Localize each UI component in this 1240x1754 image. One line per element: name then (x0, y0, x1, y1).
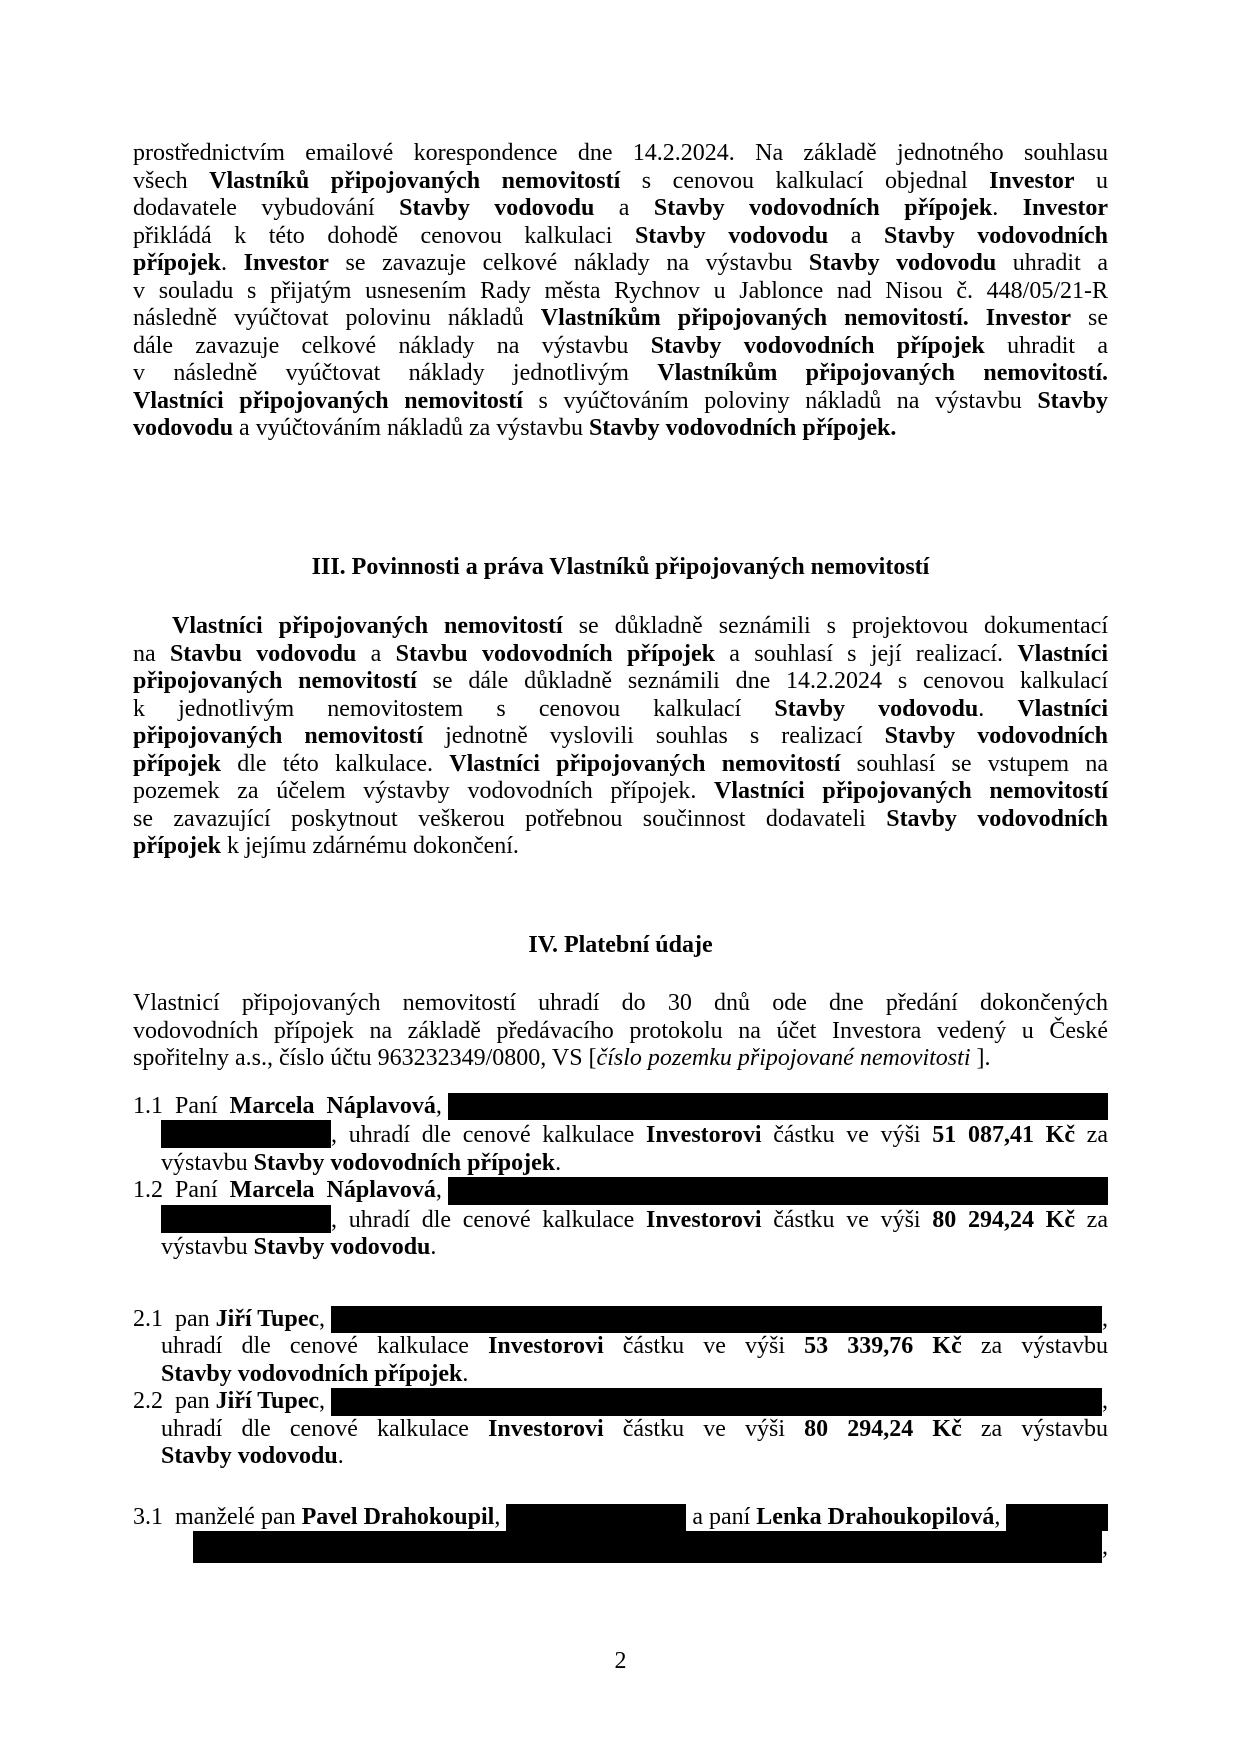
text-run: . (978, 695, 1018, 722)
text-line (133, 833, 1108, 861)
text-run: , (319, 1388, 332, 1414)
text-run: Investorovi (645, 1122, 762, 1148)
text-run: Marcela Náplavová (229, 1177, 436, 1203)
text-run: 3.1 manželé pan (133, 1503, 302, 1530)
redaction-bar (506, 1504, 686, 1532)
text-run: Jiří Tupec (215, 1388, 320, 1414)
text-run: přípojek (133, 250, 222, 276)
text-run: 80 294,24 Kč (804, 1415, 962, 1442)
text-run: . (221, 250, 244, 276)
text-line (133, 1120, 1108, 1150)
text-run: Investor (985, 305, 1072, 331)
text-line (133, 1388, 1108, 1416)
text-run: připojovaných nemovitostí (133, 723, 424, 749)
text-run: Stavby vodovodních (884, 723, 1109, 749)
text-line (133, 1150, 1108, 1178)
text-run: uhradí dle cenové kalkulace (161, 1333, 489, 1359)
text-run: Stavby vodovodních (886, 805, 1109, 832)
text-run: uhradí dle cenové kalkulace (161, 1415, 489, 1442)
payment-item-3-1 (133, 1504, 1108, 1564)
text-run: . (555, 1149, 562, 1176)
payment-item-2-2 (133, 1388, 1108, 1471)
text-run: s vyúčtováním poloviny nákladů na výstavbu (522, 387, 1038, 414)
text-run: Vlastníci připojovaných nemovitostí (133, 387, 523, 414)
text-line (133, 778, 1108, 806)
text-run: uhradit a (996, 250, 1109, 276)
text-run: 2.2 pan (133, 1388, 216, 1414)
text-run: Stavbu vodovodu (169, 640, 357, 667)
text-run: Stavby vodovodu (634, 222, 829, 249)
text-run: za výstavbu (961, 1333, 1108, 1359)
redaction-bar (193, 1531, 1102, 1563)
paragraph-section-iii (133, 613, 1108, 861)
text-run: částku ve výši (761, 1122, 933, 1148)
redaction-bar (448, 1177, 1108, 1205)
text-run: k jednotlivým nemovitostem s cenovou kalkulací (133, 695, 775, 722)
text-run: Stavby vodovodních (884, 222, 1108, 249)
text-run: , (1102, 1305, 1108, 1332)
text-line (133, 1443, 1108, 1471)
text-line (133, 1205, 1108, 1235)
text-line (133, 641, 1108, 669)
payment-item-1-2 (133, 1177, 1108, 1262)
text-run: Stavby vodovodu (399, 195, 595, 221)
redaction-bar (1006, 1504, 1108, 1532)
text-run: přípojek (133, 750, 222, 777)
text-run: a (356, 640, 396, 667)
paragraph-intro (133, 140, 1108, 443)
text-run: a (594, 195, 654, 221)
redaction-bar (331, 1388, 1102, 1416)
text-run: 80 294,24 Kč (932, 1206, 1075, 1233)
text-line (133, 1416, 1108, 1444)
text-run: Jiří Tupec (215, 1305, 320, 1332)
text-run: a souhlasí s její realizací. (714, 640, 1018, 667)
text-run: uhradit a (984, 332, 1109, 359)
text-run: Vlastnicí připojovaných nemovitostí uhradí do 30 dnů ode dne předání dokončených (133, 990, 1108, 1016)
text-line (133, 1045, 1108, 1073)
text-line (133, 1177, 1108, 1205)
text-line (133, 696, 1108, 724)
text-run: Stavby vodovodních přípojek (161, 1360, 463, 1387)
text-run: spořitelny a.s., číslo účtu 963232349/0800, VS [ (133, 1045, 597, 1071)
text-run: Vlastníkům připojovaných nemovitostí. (657, 360, 1109, 386)
text-line (133, 250, 1108, 278)
text-run: Vlastníci připojovaných nemovitostí (172, 613, 563, 639)
text-run: dodavatele vybudování (133, 195, 400, 221)
text-run: , (494, 1503, 507, 1530)
text-run: za (1074, 1206, 1108, 1233)
text-line (133, 360, 1108, 388)
text-run: připojovaných nemovitostí (133, 668, 417, 694)
text-line (133, 333, 1108, 361)
text-run: v následně vyúčtovat náklady jednotlivým (133, 360, 658, 386)
text-run: jednotně vyslovili souhlas s realizací (423, 723, 885, 749)
text-line (133, 278, 1108, 306)
payment-item-2-1 (133, 1306, 1108, 1389)
text-run: za (1074, 1122, 1108, 1148)
text-run: , (994, 1503, 1007, 1530)
text-run: vodovodních přípojek na základě předávacího protokolu na účet Investora vedený u České (133, 1017, 1108, 1044)
text-run: . (337, 1443, 344, 1469)
text-run: Stavby vodovodu (808, 250, 997, 276)
text-line (133, 1093, 1108, 1121)
text-line (133, 168, 1108, 196)
text-run: přípojek (133, 833, 222, 859)
text-run: číslo pozemku připojované nemovitosti (596, 1045, 971, 1071)
section-heading-iv: IV. Platební údaje (528, 931, 713, 958)
redaction-bar (448, 1093, 1108, 1121)
text-run: , (435, 1092, 448, 1119)
text-run: Stavby vodovodu (774, 695, 979, 722)
text-run: všech (133, 167, 210, 194)
text-run: Investorovi (488, 1415, 604, 1442)
text-run: Stavby vodovodních přípojek. (588, 415, 897, 441)
text-run: Stavby vodovodních přípojek (650, 332, 985, 359)
text-line (133, 613, 1108, 641)
text-run: , (319, 1305, 332, 1332)
text-run: Investorovi (488, 1333, 604, 1359)
text-run: prostřednictvím emailové korespondence dne 14.2.2024. Na základě jednotného souhlasu (133, 140, 1108, 166)
text-run: přikládá k této dohodě cenovou kalkulaci (133, 222, 635, 249)
text-line (133, 1333, 1108, 1361)
text-run: se dále důkladně seznámili dne 14.2.2024 s cenovou kalkulací (416, 668, 1108, 694)
text-run: za výstavbu (961, 1415, 1108, 1442)
text-run: následně vyúčtovat polovinu nákladů (133, 305, 541, 331)
text-run: k jejímu zdárnému dokončení. (221, 833, 519, 859)
text-run: částku ve výši (761, 1206, 933, 1233)
text-run: 1.1 Paní (133, 1092, 230, 1119)
text-run: 51 087,41 Kč (932, 1122, 1075, 1148)
text-run: na (133, 640, 170, 667)
text-run: Stavbu vodovodních přípojek (395, 640, 715, 667)
text-line (133, 195, 1108, 223)
text-line (133, 1531, 1108, 1563)
payment-items-list (133, 1093, 1108, 1564)
paragraph-section-iv (133, 990, 1108, 1073)
text-run: se zavazující poskytnout veškerou potřebnou součinnost dodavateli (133, 805, 887, 832)
text-run: Vlastníci (1017, 640, 1109, 667)
text-run: Vlastníci připojovaných nemovitostí (714, 778, 1108, 804)
text-run: , (1102, 1388, 1108, 1414)
text-run: , (1102, 1534, 1108, 1560)
text-line (133, 990, 1108, 1018)
text-run: Investorovi (645, 1206, 762, 1233)
text-run: dále zavazuje celkové náklady na výstavbu (133, 332, 651, 359)
redaction-bar (331, 1306, 1102, 1334)
text-run: v souladu s přijatým usnesením Rady města Rychnov u Jablonce nad Nisou č. 448/05/21-R (133, 277, 1108, 304)
text-run: se zavazuje celkové náklady na výstavbu (328, 250, 809, 276)
text-run: . (430, 1234, 437, 1260)
text-run: výstavbu (161, 1149, 254, 1176)
text-line (133, 305, 1108, 333)
text-run: Stavby vodovodních přípojek (253, 1149, 556, 1176)
payment-item-1-1 (133, 1093, 1108, 1178)
text-run: ]. (970, 1045, 991, 1071)
text-run: vodovodu (133, 415, 234, 441)
text-run: . (462, 1360, 469, 1387)
text-line (133, 140, 1108, 168)
text-line (133, 723, 1108, 751)
text-run: a paní (686, 1503, 757, 1530)
text-run: se (1071, 305, 1108, 331)
text-run: Marcela Náplavová (229, 1092, 436, 1119)
text-run: Stavby vodovodu (161, 1443, 338, 1469)
text-run: Vlastníků připojovaných nemovitostí (209, 167, 621, 194)
text-run: Investor (989, 167, 1075, 194)
text-run: dle této kalkulace. (221, 750, 450, 777)
text-run: částku ve výši (603, 1333, 805, 1359)
text-run: Stavby vodovodních přípojek (653, 195, 993, 221)
text-run: 1.2 Paní (133, 1177, 230, 1203)
text-run: Vlastníkům připojovaných nemovitostí. (540, 305, 969, 331)
text-run: , (435, 1177, 448, 1203)
text-run: pozemek za účelem výstavby vodovodních přípojek. (133, 778, 715, 804)
text-run: a vyúčtováním nákladů za výstavbu (233, 415, 589, 441)
text-run: Stavby vodovodu (253, 1234, 431, 1260)
text-run: s cenovou kalkulací objednal (620, 167, 990, 194)
text-run: Vlastníci připojovaných nemovitostí (449, 750, 841, 777)
text-line (133, 1306, 1108, 1334)
text-line (133, 668, 1108, 696)
text-run: , uhradí dle cenové kalkulace (331, 1206, 646, 1233)
text-run: Investor (1022, 195, 1109, 221)
text-run: Pavel Drahokoupil (301, 1503, 495, 1530)
text-run: a (828, 222, 885, 249)
text-line (133, 1018, 1108, 1046)
text-run: se důkladně seznámili s projektovou dokumentací (562, 613, 1108, 639)
text-run: Lenka Drahoukopilová (756, 1503, 995, 1530)
text-line (133, 1234, 1108, 1262)
text-run: částku ve výši (603, 1415, 805, 1442)
text-run: 2.1 pan (133, 1305, 216, 1332)
text-run: Stavby (1037, 387, 1108, 414)
text-line (133, 1504, 1108, 1532)
text-line (133, 806, 1108, 834)
text-line (133, 415, 1108, 443)
text-run (969, 305, 986, 331)
redaction-bar (161, 1120, 331, 1148)
text-line (133, 388, 1108, 416)
text-run: souhlasí se vstupem na (840, 750, 1108, 777)
text-line (133, 1361, 1108, 1389)
text-run: výstavbu (161, 1234, 254, 1260)
text-run: Vlastníci (1017, 695, 1108, 722)
text-run: . (992, 195, 1023, 221)
text-run: 53 339,76 Kč (804, 1333, 962, 1359)
redaction-bar (161, 1205, 331, 1233)
page-number: 2 (614, 1648, 627, 1674)
text-run: Investor (243, 250, 329, 276)
text-line (133, 751, 1108, 779)
text-line (133, 223, 1108, 251)
section-heading-iii: III. Povinnosti a práva Vlastníků připojovaných nemovitostí (311, 553, 930, 580)
text-run: , uhradí dle cenové kalkulace (331, 1122, 646, 1148)
text-run: u (1074, 167, 1108, 194)
